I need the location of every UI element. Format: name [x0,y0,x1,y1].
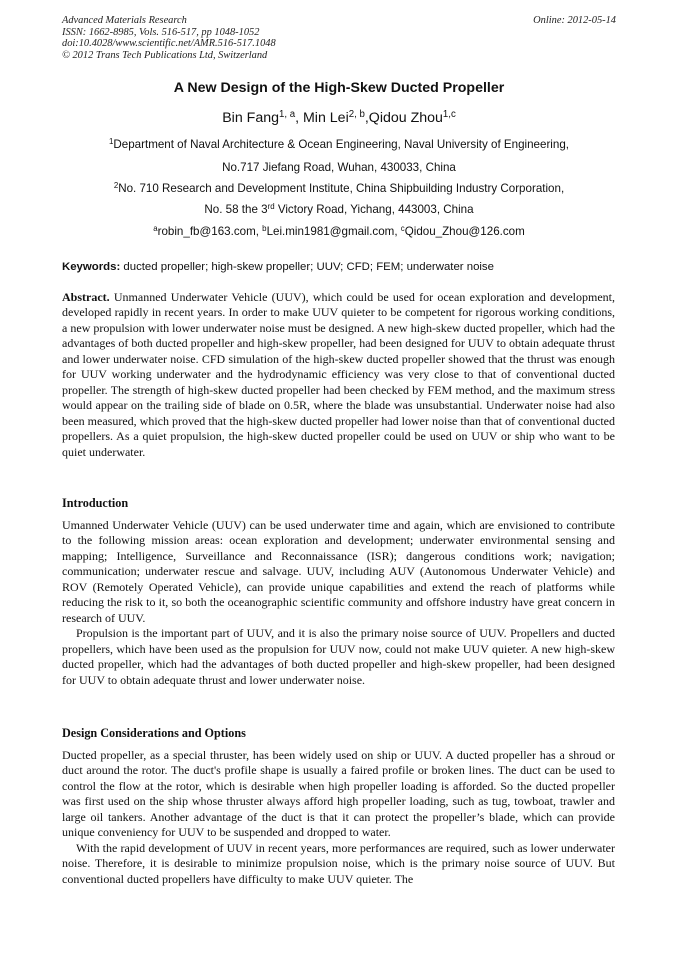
paragraph: With the rapid development of UUV in recent years, more performances are required, such as lower underwater noise. Therefore, it is desirable to minimize propulsion noise, which is the primary noise source of UUV. But conventional ducted propellers have difficulty to make UUV quieter. The [62,840,615,886]
author-affiliation-mark: 2, b [348,109,365,121]
online-date: Online: 2012-05-14 [533,15,616,26]
email-mark: a [153,224,158,234]
paragraph: Propulsion is the important part of UUV, and it is also the primary noise source of UUV. Propellers and ducted propellers, which have been used as the propulsion for UUV now, could not make UUV quieter. A new high-skew ducted propeller, which had the advantages of both ducted propeller and high-skew propeller, had been designed for UUV to obtain adequate thrust and lower underwater noise. [62,626,615,687]
abstract [62,290,615,460]
section-heading-introduction: Introduction [62,496,129,510]
affiliation-text: No. 710 Research and Development Institute, China Shipbuilding Industry Corporation, [118,182,565,195]
introduction-body [62,518,615,688]
affiliation-1-line-2: No.717 Jiefang Road, Wuhan, 430033, China [222,161,456,174]
affiliation-mark: 1 [109,137,114,147]
paper-title: A New Design of the High-Skew Ducted Propeller [173,80,505,96]
journal-header [62,15,276,61]
email-mark: c [400,224,405,234]
copyright-line: © 2012 Trans Tech Publications Ltd, Switzerland [62,49,268,61]
affiliation-mark: 2 [113,181,119,191]
keywords [62,261,616,273]
keywords-label: Keywords: [62,261,121,273]
abstract-label: Abstract. [62,290,110,304]
issn-line: ISSN: 1662-8985, Vols. 516-517, pp 1048-1052 [62,26,260,38]
paragraph: Umanned Underwater Vehicle (UUV) can be used underwater time and again, which are envisioned to contribute to the following mission areas: ocean exploration and development; underwater environmental sensing and mapping; Intelligence, Surveillance and Reconnaissance (ISR); dangerous conditions work; navigation; communication; underwater rescue and salvage. UUV, including AUV (Autonomous Underwater Vehicle) and ROV (Remotely Operated Vehicle), can provide unique capabilities and extend the reach of platforms while reducing the risk to it, so both the oceanographic scientific community and offshore industry have great concern in research of UUV. [62,518,615,625]
ordinal-suffix: rd [267,202,275,212]
email-address: Qidou_Zhou@126.com [404,225,525,238]
journal-name: Advanced Materials Research [62,15,187,26]
email-line [40,225,638,238]
section-heading-design: Design Considerations and Options [62,726,246,740]
affiliation-text: No. 58 the 3 [204,203,268,216]
affiliation-text: Victory Road, Yichang, 443003, China [274,203,474,216]
email-mark: b [262,224,267,234]
email-address: robin_fb@163.com, [157,225,263,238]
affiliation-1-line-1 [40,138,638,151]
doi-line: doi:10.4028/www.scientific.net/AMR.516-517.1048 [62,38,276,50]
affiliation-2-line-1 [40,182,638,195]
email-address: Lei.min1981@gmail.com, [266,225,401,238]
design-body [62,748,615,887]
author-line: Bin Fang$^{1, a}$, Min Lei$^{2, b}$,Qidou Zhou$^{1,c}$ [222,109,456,126]
author-name: Qidou Zhou [368,110,443,126]
keywords-text: ducted propeller; high-skew propeller; UUV; CFD; FEM; underwater noise [120,261,494,273]
affiliation-text: Department of Naval Architecture & Ocean Engineering, Naval University of Engineering, [113,138,569,151]
author-affiliation-mark: 1, a [279,109,296,121]
abstract-text: Unmanned Underwater Vehicle (UUV), which could be used for ocean exploration and development, developed rapidly in recent years. In order to make UUV quieter to be competent for rigorous working conditions, a new propulsion with lower underwater noise must be designed. A new high-skew ducted propeller, which had the advantages of both ducted propeller and high-skew propeller, had been designed for UUV to obtain adequate thrust and lower underwater noise. CFD simulation of the high-skew ducted propeller showed that the thrust was enough for UUV working underwater and the hydrodynamic efficiency was very close to that of conventional ducted propeller. The strength of high-skew ducted propeller had been checked by FEM method, and the maximum stress would appear on the trailing side of blade on 0.5R, where the blade was unsubstantial. Underwater noise had also been measured, which proved that the high-skew ducted propeller had lower noise than that of conventional ducted propellers. As a quiet propulsion, the high-skew ducted propeller could be used on UUV or ship who want to be quiet underwater. [62,290,615,459]
author-affiliation-mark: 1,c [442,109,456,121]
author-name: Bin Fang [222,110,279,126]
affiliation-2-line-2 [40,203,638,216]
author-name: Min Lei [302,110,349,126]
paragraph: Ducted propeller, as a special thruster, has been widely used on ship or UUV. A ducted propeller has a shroud or duct around the rotor. The duct's profile shape is usually a faired profile or broken lines. The duct can be used to control the flow at the rotor, which is desirable when high propeller loading is afforded. So the ducted propeller was first used on the ship whose thruster always afford high propeller loading, such as tug, towboat, trawler and large oil tankers. Another advantage of the duct is that it can protect the propeller’s blade, which can provide unique conveniency for UUV to be suspended and dropped to water. [62,748,615,840]
